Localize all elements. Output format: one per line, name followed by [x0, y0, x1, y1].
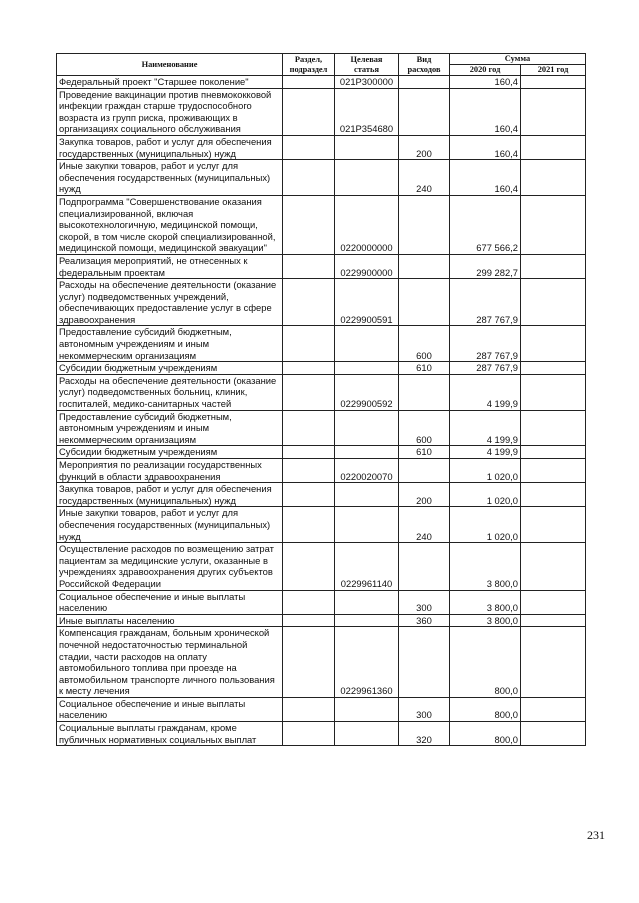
cell-name: Иные выплаты населению [57, 614, 283, 627]
cell-name: Субсидии бюджетным учреждениям [57, 446, 283, 459]
table-row [57, 326, 586, 362]
table-row [57, 697, 586, 721]
header-sum: Сумма [450, 54, 586, 65]
cell-section [283, 459, 335, 483]
table-row [57, 543, 586, 590]
table-row [57, 135, 586, 159]
cell-y2020: 677 566,2 [450, 195, 521, 254]
cell-name: Закупка товаров, работ и услуг для обеспечения государственных (муниципальных) нужд [57, 483, 283, 507]
table-row [57, 459, 586, 483]
cell-exp-type [399, 374, 450, 410]
cell-y2021 [521, 627, 586, 698]
cell-y2020: 287 767,9 [450, 279, 521, 326]
cell-name: Предоставление субсидий бюджетным, автономным учреждениям и иным некоммерческим организациям [57, 326, 283, 362]
cell-y2021 [521, 483, 586, 507]
cell-y2021 [521, 410, 586, 446]
cell-name: Осуществление расходов по возмещению затрат пациентам за медицинские услуги, оказанные в учреждениях здравоохранения других субъектов Российской Федерации [57, 543, 283, 590]
cell-section [283, 543, 335, 590]
cell-name: Мероприятия по реализации государственных функций в области здравоохранения [57, 459, 283, 483]
table-row [57, 627, 586, 698]
cell-y2021 [521, 362, 586, 375]
table-row [57, 254, 586, 278]
cell-article [335, 483, 399, 507]
cell-y2021 [521, 459, 586, 483]
cell-article: 0229900592 [335, 374, 399, 410]
cell-section [283, 76, 335, 89]
cell-section [283, 362, 335, 375]
cell-y2020: 4 199,9 [450, 446, 521, 459]
cell-section [283, 590, 335, 614]
cell-exp-type: 600 [399, 410, 450, 446]
cell-name: Реализация мероприятий, не отнесенных к федеральным проектам [57, 254, 283, 278]
cell-y2021 [521, 507, 586, 543]
cell-article: 0229900000 [335, 254, 399, 278]
table-row [57, 483, 586, 507]
cell-y2020: 3 800,0 [450, 590, 521, 614]
table-row [57, 374, 586, 410]
header-article: Целевая статья [335, 54, 399, 76]
cell-exp-type: 240 [399, 507, 450, 543]
cell-y2021 [521, 374, 586, 410]
cell-article: 0229900591 [335, 279, 399, 326]
cell-name: Компенсация гражданам, больным хронической почечной недостаточностью терминальной стадии, части расходов на оплату автомобильного топлива при проезде на автомобильном транспорте личного пользования к месту лечения [57, 627, 283, 698]
cell-section [283, 627, 335, 698]
cell-y2021 [521, 697, 586, 721]
cell-y2021 [521, 160, 586, 196]
cell-y2021 [521, 195, 586, 254]
cell-name: Предоставление субсидий бюджетным, автономным учреждениям и иным некоммерческим организациям [57, 410, 283, 446]
cell-y2020: 4 199,9 [450, 410, 521, 446]
cell-exp-type [399, 195, 450, 254]
cell-section [283, 254, 335, 278]
cell-y2020: 800,0 [450, 722, 521, 746]
cell-y2020: 3 800,0 [450, 614, 521, 627]
cell-article: 0229961360 [335, 627, 399, 698]
cell-y2021 [521, 590, 586, 614]
cell-name: Иные закупки товаров, работ и услуг для обеспечения государственных (муниципальных) нужд [57, 160, 283, 196]
cell-y2021 [521, 76, 586, 89]
cell-article [335, 446, 399, 459]
cell-y2020: 160,4 [450, 76, 521, 89]
cell-section [283, 614, 335, 627]
cell-y2021 [521, 88, 586, 135]
cell-section [283, 722, 335, 746]
cell-y2020: 1 020,0 [450, 483, 521, 507]
cell-y2021 [521, 254, 586, 278]
cell-article [335, 614, 399, 627]
header-2021: 2021 год [521, 65, 586, 76]
cell-exp-type [399, 254, 450, 278]
table-row [57, 446, 586, 459]
cell-section [283, 279, 335, 326]
cell-name: Расходы на обеспечение деятельности (оказание услуг) подведомственных учреждений, обеспечивающих предоставление услуг в сфере здравоохранения [57, 279, 283, 326]
cell-y2020: 4 199,9 [450, 374, 521, 410]
header-name: Наименование [57, 54, 283, 76]
cell-exp-type [399, 459, 450, 483]
cell-name: Социальные выплаты гражданам, кроме публичных нормативных социальных выплат [57, 722, 283, 746]
cell-section [283, 483, 335, 507]
cell-exp-type [399, 627, 450, 698]
cell-name: Социальное обеспечение и иные выплаты населению [57, 590, 283, 614]
table-row [57, 160, 586, 196]
table-row [57, 76, 586, 89]
cell-section [283, 88, 335, 135]
cell-article: 0229961140 [335, 543, 399, 590]
cell-y2021 [521, 722, 586, 746]
table-row [57, 722, 586, 746]
cell-section [283, 195, 335, 254]
cell-y2020: 160,4 [450, 88, 521, 135]
cell-exp-type: 360 [399, 614, 450, 627]
cell-y2021 [521, 543, 586, 590]
budget-table [56, 53, 586, 746]
cell-y2021 [521, 135, 586, 159]
cell-article [335, 362, 399, 375]
table-row [57, 410, 586, 446]
cell-y2020: 287 767,9 [450, 326, 521, 362]
cell-name: Проведение вакцинации против пневмококковой инфекции граждан старше трудоспособного возраста из групп риска, проживающих в организациях социального обслуживания [57, 88, 283, 135]
cell-exp-type: 200 [399, 483, 450, 507]
table-row [57, 279, 586, 326]
cell-exp-type [399, 543, 450, 590]
header-row-1 [57, 54, 586, 65]
table-row [57, 614, 586, 627]
cell-y2021 [521, 614, 586, 627]
cell-section [283, 507, 335, 543]
cell-section [283, 160, 335, 196]
cell-name: Социальное обеспечение и иные выплаты населению [57, 697, 283, 721]
cell-article: 021P300000 [335, 76, 399, 89]
cell-exp-type: 610 [399, 362, 450, 375]
cell-y2020: 287 767,9 [450, 362, 521, 375]
cell-section [283, 410, 335, 446]
cell-y2020: 160,4 [450, 160, 521, 196]
cell-exp-type: 610 [399, 446, 450, 459]
cell-y2020: 1 020,0 [450, 507, 521, 543]
cell-section [283, 697, 335, 721]
cell-name: Подпрограмма "Совершенствование оказания специализированной, включая высокотехнологичную, медицинской помощи, скорой, в том числе скорой специализированной, медицинской помощи, медицинской эвакуации" [57, 195, 283, 254]
cell-y2020: 800,0 [450, 627, 521, 698]
cell-y2020: 3 800,0 [450, 543, 521, 590]
cell-y2020: 299 282,7 [450, 254, 521, 278]
header-exp-type: Вид расходов [399, 54, 450, 76]
cell-article [335, 160, 399, 196]
cell-exp-type: 200 [399, 135, 450, 159]
cell-y2020: 1 020,0 [450, 459, 521, 483]
cell-y2021 [521, 326, 586, 362]
cell-article [335, 326, 399, 362]
cell-article [335, 722, 399, 746]
cell-name: Закупка товаров, работ и услуг для обеспечения государственных (муниципальных) нужд [57, 135, 283, 159]
cell-y2021 [521, 279, 586, 326]
table-body [57, 76, 586, 746]
cell-section [283, 446, 335, 459]
cell-article [335, 697, 399, 721]
cell-name: Иные закупки товаров, работ и услуг для обеспечения государственных (муниципальных) нужд [57, 507, 283, 543]
cell-exp-type: 300 [399, 590, 450, 614]
header-section: Раздел, подраздел [283, 54, 335, 76]
cell-name: Расходы на обеспечение деятельности (оказание услуг) подведомственных больниц, клиник, госпиталей, медико-санитарных частей [57, 374, 283, 410]
cell-article [335, 507, 399, 543]
cell-article [335, 135, 399, 159]
cell-article [335, 410, 399, 446]
cell-exp-type [399, 279, 450, 326]
cell-section [283, 374, 335, 410]
cell-article: 0220020070 [335, 459, 399, 483]
cell-exp-type [399, 88, 450, 135]
cell-name: Субсидии бюджетным учреждениям [57, 362, 283, 375]
cell-exp-type: 320 [399, 722, 450, 746]
table-row [57, 507, 586, 543]
table-row [57, 590, 586, 614]
table-row [57, 195, 586, 254]
cell-exp-type: 300 [399, 697, 450, 721]
cell-article: 021P354680 [335, 88, 399, 135]
cell-exp-type [399, 76, 450, 89]
cell-section [283, 135, 335, 159]
cell-y2021 [521, 446, 586, 459]
header-2020: 2020 год [450, 65, 521, 76]
cell-exp-type: 240 [399, 160, 450, 196]
cell-y2020: 160,4 [450, 135, 521, 159]
table-row [57, 88, 586, 135]
cell-article: 0220000000 [335, 195, 399, 254]
cell-name: Федеральный проект "Старшее поколение" [57, 76, 283, 89]
page-number: 231 [587, 828, 605, 842]
cell-exp-type: 600 [399, 326, 450, 362]
cell-section [283, 326, 335, 362]
table-row [57, 362, 586, 375]
cell-y2020: 800,0 [450, 697, 521, 721]
cell-article [335, 590, 399, 614]
